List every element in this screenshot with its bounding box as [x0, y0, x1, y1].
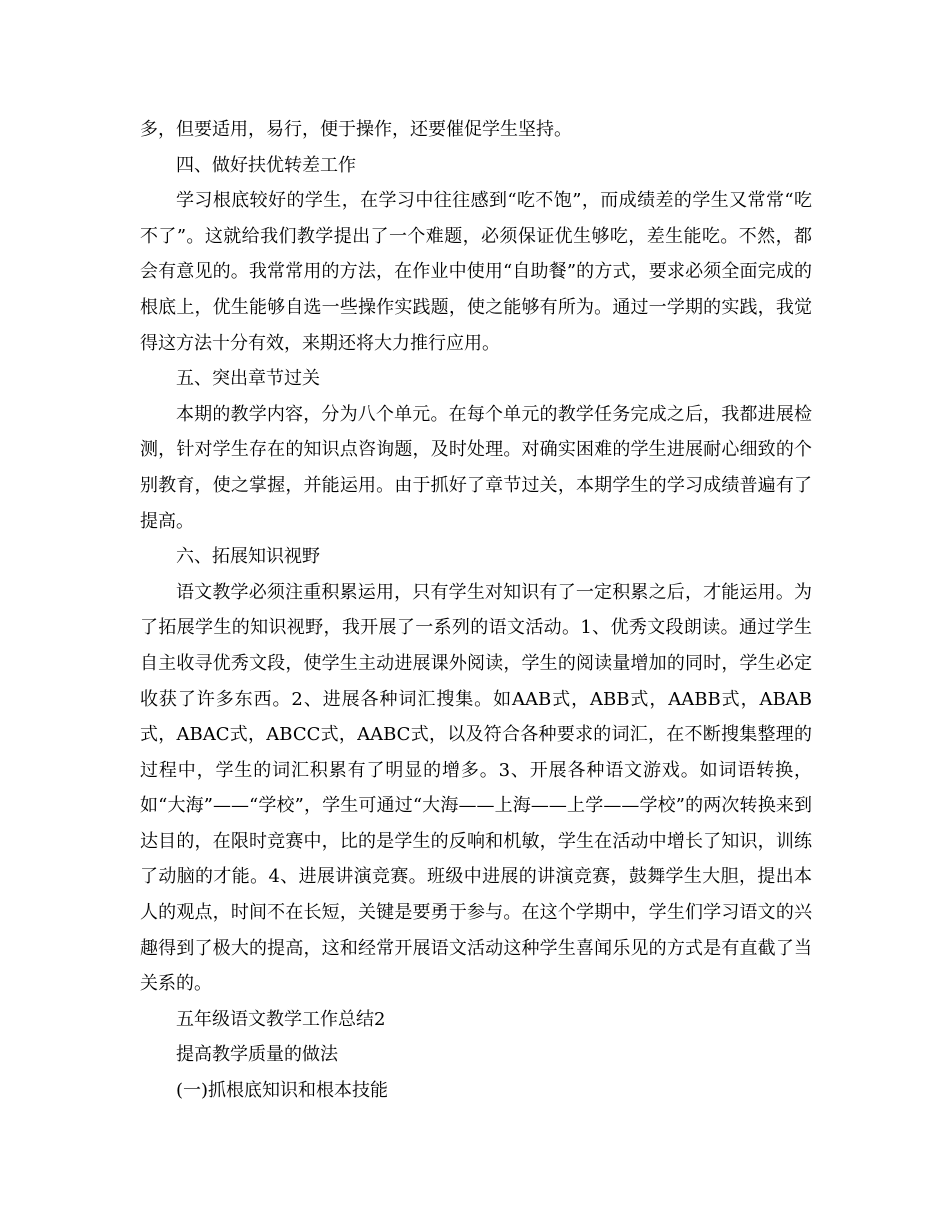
paragraph-section-4: 学习根底较好的学生，在学习中往往感到“吃不饱”，而成绩差的学生又常常“吃不了”。这就给我们教学提出了一个难题，必须保证优生够吃，差生能吃。不然，都会有意见的。我常常用的方法，在作业中使用“自助餐”的方式，要求必须全面完成的根底上，优生能够自选一些操作实践题，使之能够有所为。通过一学期的实践，我觉得这方法十分有效，来期还将大力推行应用。: [140, 190, 812, 354]
section-heading-5: 五、突出章节过关: [176, 368, 320, 390]
subheading-methods: 提高教学质量的做法: [176, 1044, 338, 1066]
document-title-2: 五年级语文教学工作总结2: [176, 1008, 386, 1030]
section-heading-4: 四、做好扶优转差工作: [176, 154, 356, 176]
paragraph-section-5: 本期的教学内容，分为八个单元。在每个单元的教学任务完成之后，我都进展检测，针对学生存在的知识点咨询题，及时处理。对确实困难的学生进展耐心细致的个别教育，使之掌握，并能运用。由于抓好了章节过关，本期学生的学习成绩普遍有了提高。: [140, 403, 812, 532]
document-body: [140, 112, 812, 1109]
subheading-item-1: (一)抓根底知识和根本技能: [176, 1080, 389, 1102]
paragraph-section-6: 语文教学必须注重积累运用，只有学生对知识有了一定积累之后，才能运用。为了拓展学生的知识视野，我开展了一系列的语文活动。1、优秀文段朗读。通过学生自主收寻优秀文段，使学生主动进展课外阅读，学生的阅读量增加的同时，学生必定收获了许多东西。2、进展各种词汇搜集。如AAB式，ABB式，AABB式，ABAB式，ABAC式，ABCC式，AABC式，以及符合各种要求的词汇，在不断搜集整理的过程中，学生的词汇积累有了明显的增多。3、开展各种语文游戏。如词语转换，如“大海”——“学校”，学生可通过“大海——上海——上学——学校”的两次转换来到达目的，在限时竞赛中，比的是学生的反响和机敏，学生在活动中增长了知识，训练了动脑的才能。4、进展讲演竞赛。班级中进展的讲演竞赛，鼓舞学生大胆，提出本人的观点，时间不在长短，关键是要勇于参与。在这个学期中，学生们学习语文的兴趣得到了极大的提高，这和经常开展语文活动这种学生喜闻乐见的方式是有直截了当关系的。: [140, 581, 812, 995]
paragraph-continuation: 多，但要适用，易行，便于操作，还要催促学生坚持。: [140, 119, 572, 140]
section-heading-6: 六、拓展知识视野: [176, 546, 320, 568]
